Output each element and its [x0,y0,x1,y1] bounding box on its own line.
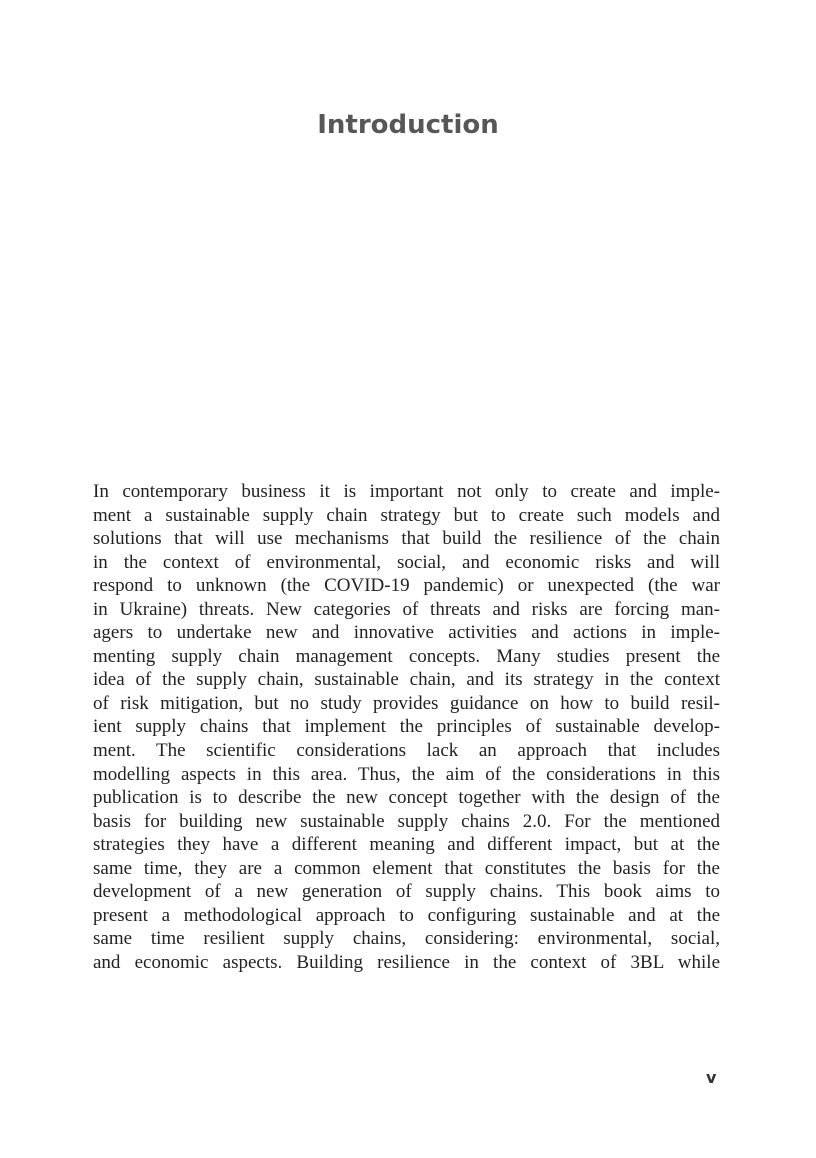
text-line: menting supply chain management concepts. Many studies present the [93,645,720,667]
text-line: respond to unknown (the COVID-19 pandemic) or unexpected (the war [93,575,720,597]
text-line: ment. The scientific considerations lack an approach that includes [93,740,720,762]
text-line: In contemporary business it is important not only to create and imple- [93,481,720,502]
text-line: in the context of environmental, social, and economic risks and will [93,551,720,573]
text-line: modelling aspects in this area. Thus, the aim of the considerations in this [93,763,720,785]
text-line: same time, they are a common element that constitutes the basis for the [93,857,720,879]
text-line: solutions that will use mechanisms that build the resilience of the chain [93,528,720,550]
text-line: same time resilient supply chains, considering: environmental, social, [93,928,720,950]
body-paragraph [93,480,720,974]
text-line: basis for building new sustainable supply chains 2.0. For the mentioned [93,810,720,832]
text-line: present a methodological approach to configuring sustainable and at the [93,904,720,926]
text-line: ment a sustainable supply chain strategy but to create such models and [93,504,720,526]
text-line: and economic aspects. Building resilience in the context of 3BL while [93,951,720,973]
text-line: of risk mitigation, but no study provides guidance on how to build resil- [93,692,720,714]
page-title: Introduction [317,110,499,140]
text-line: agers to undertake new and innovative activities and actions in imple- [93,622,720,644]
text-line: development of a new generation of supply chains. This book aims to [93,881,720,903]
text-line: publication is to describe the new concept together with the design of the [93,787,720,809]
text-line: in Ukraine) threats. New categories of threats and risks are forcing man- [93,598,720,620]
page-number: v [706,1068,717,1087]
text-line: idea of the supply chain, sustainable chain, and its strategy in the context [93,669,720,691]
text-line: ient supply chains that implement the principles of sustainable develop- [93,716,720,738]
text-line: strategies they have a different meaning and different impact, but at the [93,834,720,856]
